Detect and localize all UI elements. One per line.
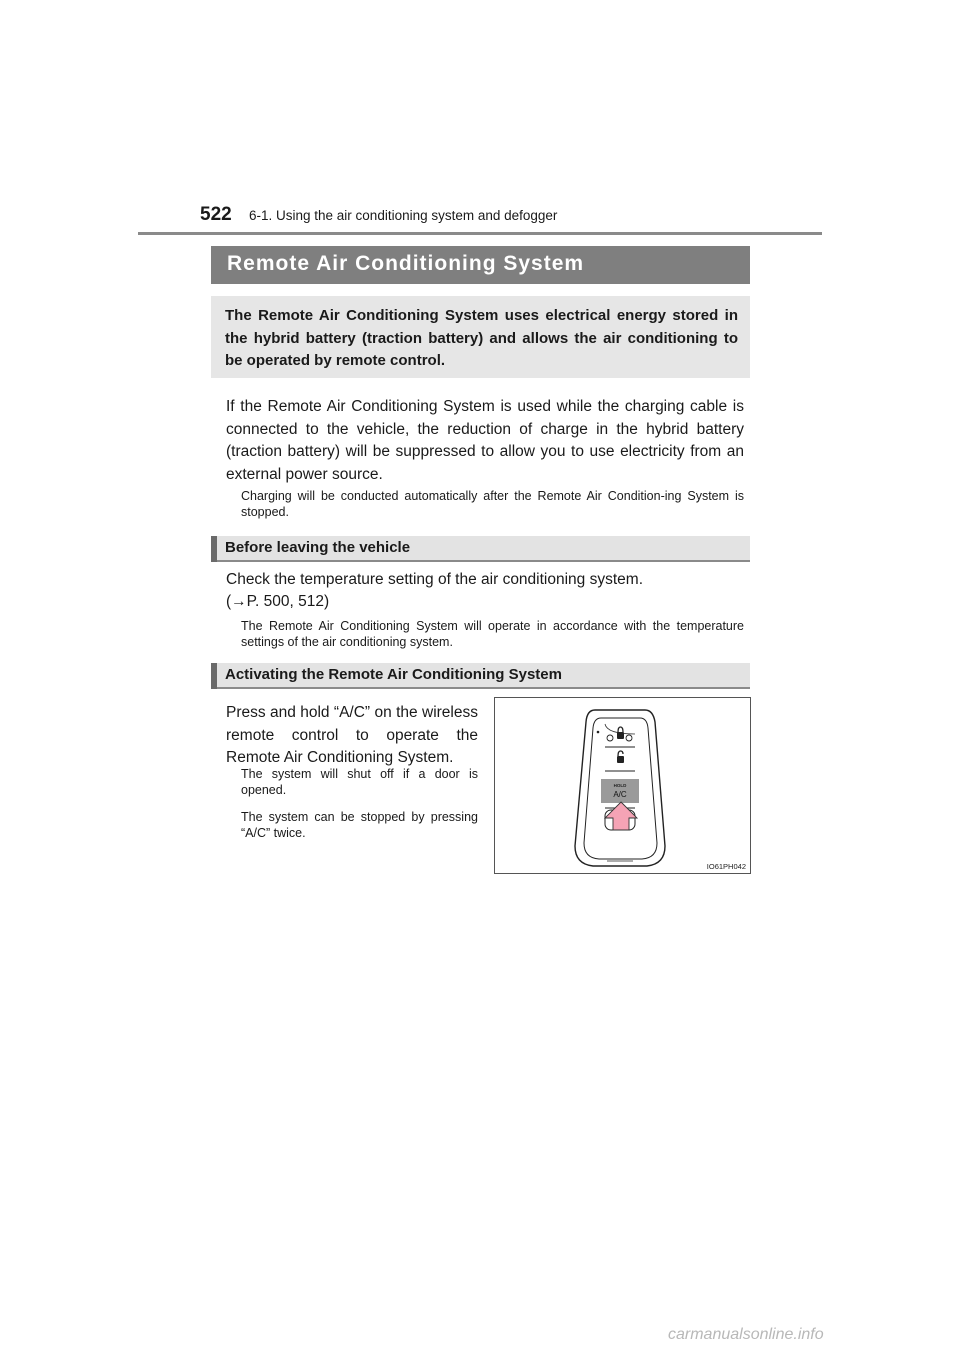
subheading-activating <box>211 663 750 689</box>
remote-key-figure <box>494 697 751 874</box>
body-note: Charging will be conducted automatically after the Remote Air Condition-ing System is stopped. <box>241 489 744 519</box>
header-rule <box>138 232 822 235</box>
page-number: 522 <box>200 204 232 225</box>
section-title: Remote Air Conditioning System <box>227 252 585 275</box>
subheading-marker <box>211 536 217 562</box>
intro-text: The Remote Air Conditioning System uses electrical energy stored in the hybrid battery (traction battery) and allows the air conditioning to be operated by remote control. <box>225 307 738 369</box>
subheading-label: Activating the Remote Air Conditioning System <box>225 666 562 683</box>
chapter-title: 6-1. Using the air conditioning system and defogger <box>249 208 558 223</box>
before-text: Check the temperature setting of the air conditioning system. <box>226 571 643 588</box>
activate-note-1: The system will shut off if a door is opened. <box>241 767 478 797</box>
reference-pages: P. 500, 512 <box>246 593 324 610</box>
section-title-bar <box>211 246 750 284</box>
intro-box <box>211 296 750 378</box>
subheading-marker <box>211 663 217 689</box>
subheading-before-leaving <box>211 536 750 562</box>
before-note: The Remote Air Conditioning System will operate in accordance with the temperature settings of the air conditioning system. <box>241 619 744 649</box>
remote-key-illustration <box>495 698 750 873</box>
watermark: carmanualsonline.info <box>668 1326 824 1343</box>
figure-code: IO61PH042 <box>706 862 746 871</box>
press-arrow-icon <box>605 802 637 830</box>
subheading-label: Before leaving the vehicle <box>225 539 411 556</box>
ac-button-label: A/C <box>613 790 627 799</box>
activate-text: Press and hold “A/C” on the wireless remote control to operate the Remote Air Conditioning System. <box>226 704 478 766</box>
hold-label: HOLD <box>613 783 627 788</box>
reference-arrow: → <box>231 593 247 610</box>
activate-note-2: The system can be stopped by pressing “A/C” twice. <box>241 810 478 840</box>
body-paragraph: If the Remote Air Conditioning System is used while the charging cable is connected to the vehicle, the reduction of charge in the hybrid battery (traction battery) will be suppressed to allow you to use electricity from an external power source. <box>226 398 744 483</box>
page-reference: (→P. 500, 512) <box>226 593 330 610</box>
